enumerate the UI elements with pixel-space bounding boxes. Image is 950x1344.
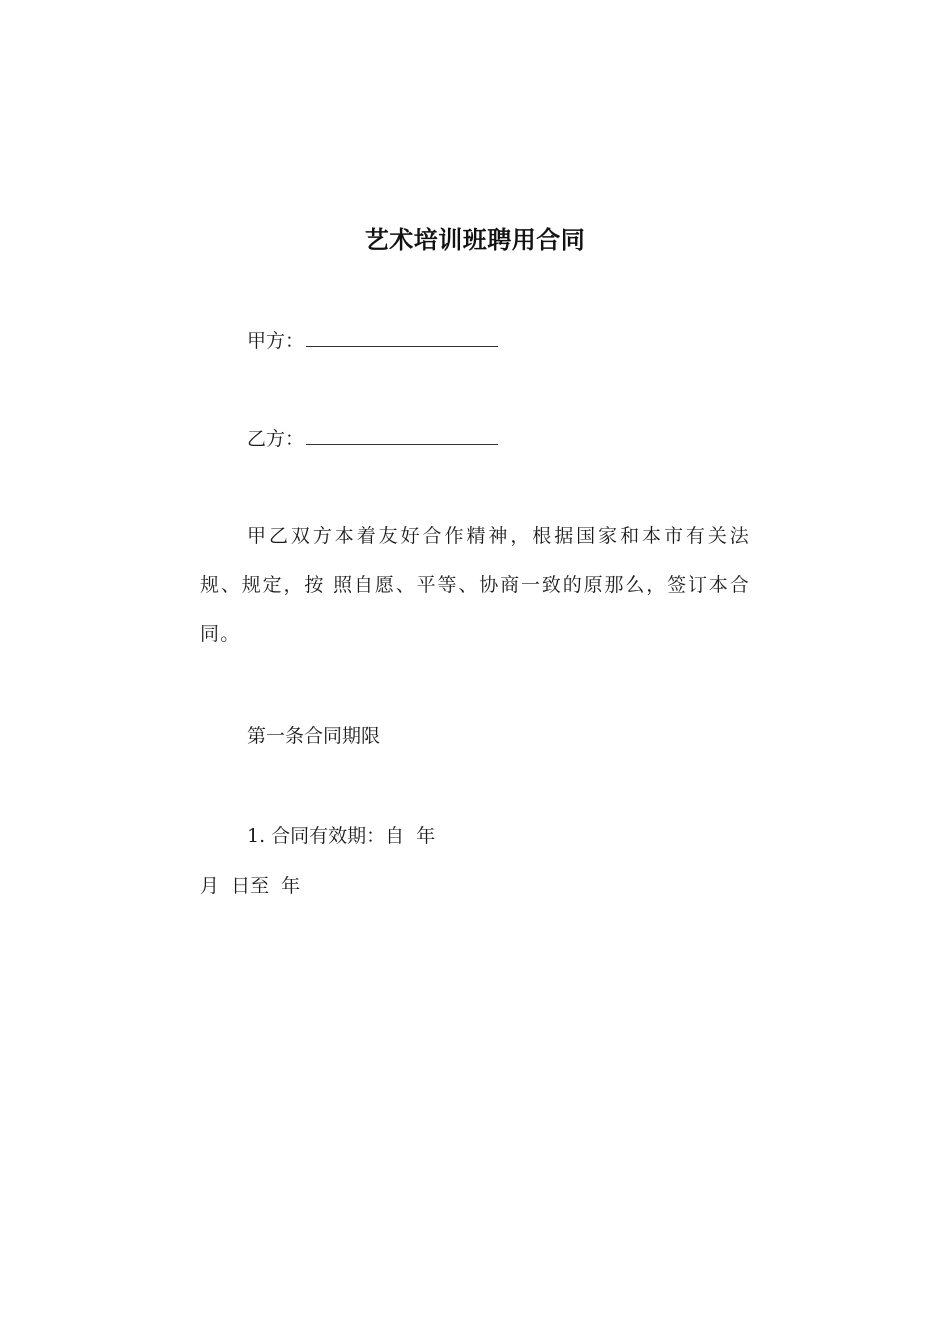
party-a-line	[247, 326, 498, 355]
article-1-heading: 第一条合同期限	[247, 725, 381, 747]
clause-1-line-2: 月 日至 年	[200, 875, 301, 897]
party-a-blank	[306, 326, 498, 347]
document-title: 艺术培训班聘用合同	[364, 226, 586, 254]
party-b-blank	[306, 424, 498, 445]
clause-1-line-1: 1. 合同有效期：自 年	[247, 825, 436, 847]
preamble-paragraph: 甲乙双方本着友好合作精神，根据国家和本市有关法规、规定，按 照自愿、平等、协商一致的原那么，签订本合同。	[200, 525, 750, 645]
party-a-label: 甲方：	[247, 330, 305, 352]
party-b-line	[247, 424, 498, 453]
party-b-label: 乙方：	[247, 428, 305, 450]
